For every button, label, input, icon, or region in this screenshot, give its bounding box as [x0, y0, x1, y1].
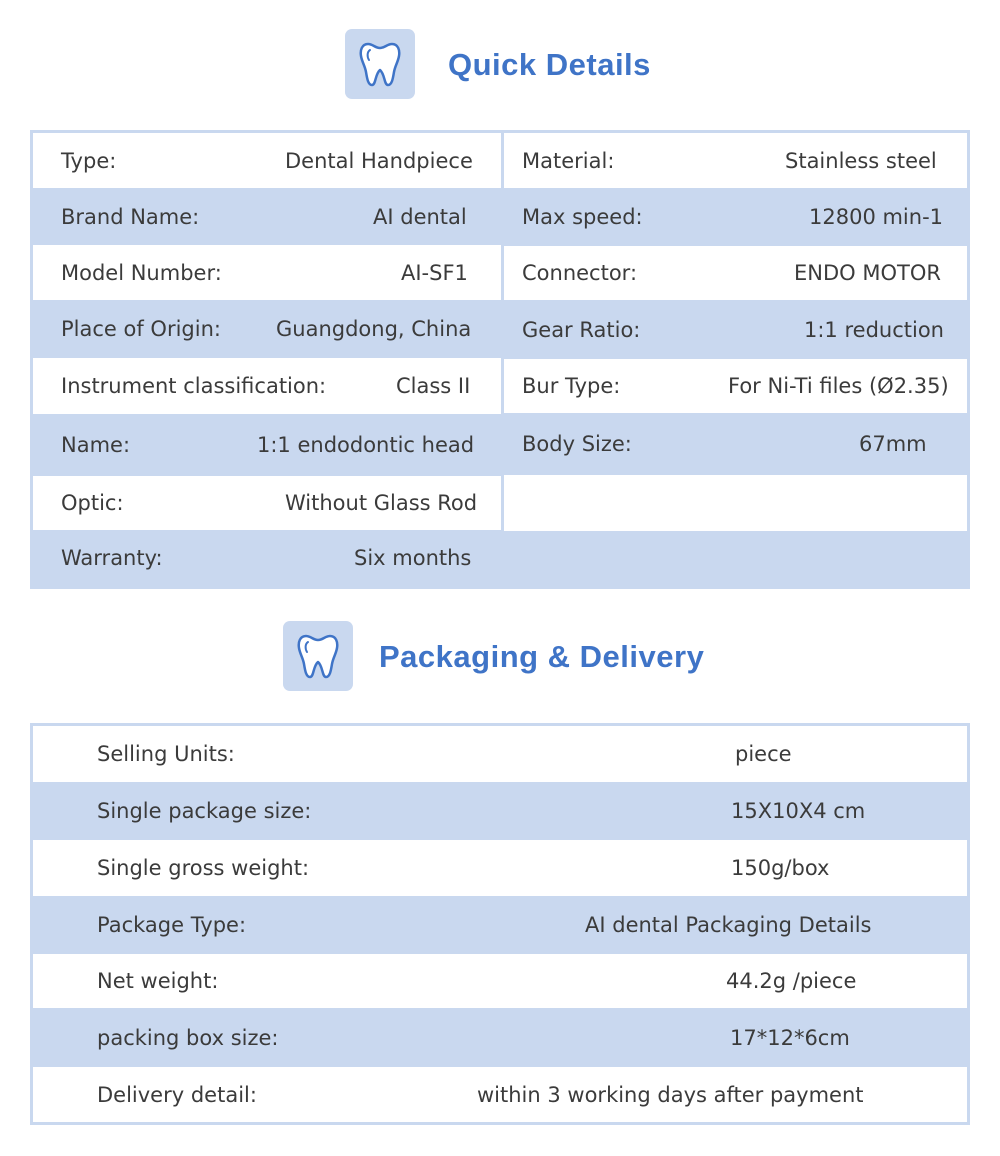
tooth-icon: [283, 621, 353, 691]
table-row: [33, 358, 501, 414]
row-value: 15X10X4 cm: [731, 799, 866, 823]
row-value: Guangdong, China: [276, 317, 472, 341]
table-row: [504, 133, 970, 188]
row-value: within 3 working days after payment: [477, 1082, 864, 1107]
row-value: Dental Handpiece: [285, 148, 473, 173]
table-row: [504, 300, 970, 359]
row-label: Body Size:: [522, 432, 632, 456]
quick-details-left-column: [33, 133, 504, 586]
row-label: Material:: [522, 148, 615, 173]
table-row: [33, 726, 967, 782]
tooth-icon: [345, 29, 415, 99]
row-label: Selling Units:: [97, 742, 235, 766]
row-value: 67mm: [859, 432, 927, 456]
row-value: Six months: [354, 546, 472, 570]
packaging-header: [0, 621, 1000, 693]
table-row: [33, 245, 501, 300]
table-row: [504, 246, 970, 300]
row-label: Type:: [61, 148, 117, 173]
row-value: 1:1 endodontic head: [257, 433, 475, 457]
row-label: Single package size:: [97, 799, 312, 823]
table-row: [33, 530, 501, 586]
row-label: Instrument classification:: [61, 374, 327, 398]
row-label: Optic:: [61, 491, 124, 515]
row-label: Package Type:: [97, 913, 247, 937]
row-value: AI dental: [373, 204, 467, 229]
table-row: [33, 476, 501, 530]
table-row: [33, 188, 501, 245]
row-value: piece: [735, 742, 792, 766]
packaging-table: [30, 723, 970, 1125]
row-label: Brand Name:: [61, 204, 200, 229]
row-label: Max speed:: [522, 205, 643, 229]
row-value: For Ni-Ti files (Ø2.35): [728, 374, 949, 398]
row-value: 12800 min-1: [809, 205, 944, 229]
table-row: [33, 1067, 967, 1122]
table-row-empty: [504, 531, 970, 586]
table-row: [33, 954, 967, 1008]
table-row: [33, 840, 967, 896]
table-row: [33, 896, 967, 954]
row-value: 1:1 reduction: [804, 317, 944, 342]
table-row: [504, 188, 970, 246]
row-value: 44.2g /piece: [726, 969, 857, 993]
table-row: [504, 413, 970, 475]
table-row-empty: [504, 475, 970, 531]
quick-details-right-column: [504, 133, 970, 586]
table-row: [33, 782, 967, 840]
row-label: Net weight:: [97, 969, 219, 993]
table-row: [33, 414, 501, 476]
row-value: Stainless steel: [785, 148, 937, 173]
row-label: Delivery detail:: [97, 1082, 257, 1107]
row-value: Class II: [396, 374, 471, 398]
quick-details-table: [30, 130, 970, 589]
row-label: Single gross weight:: [97, 856, 310, 880]
section-title: Packaging & Delivery: [379, 639, 705, 674]
row-value: ENDO MOTOR: [794, 261, 941, 285]
row-value: 150g/box: [731, 856, 830, 880]
table-row: [33, 133, 501, 188]
row-value: Without Glass Rod: [285, 491, 478, 515]
row-label: Name:: [61, 433, 131, 457]
row-label: Gear Ratio:: [522, 317, 641, 342]
row-value: AI-SF1: [401, 260, 468, 285]
row-label: packing box size:: [97, 1025, 279, 1050]
row-value: 17*12*6cm: [730, 1025, 850, 1050]
row-label: Place of Origin:: [61, 317, 221, 341]
section-title: Quick Details: [448, 47, 651, 82]
quick-details-header: [0, 29, 1000, 101]
row-label: Bur Type:: [522, 374, 621, 398]
row-label: Model Number:: [61, 260, 222, 285]
table-row: [504, 359, 970, 413]
table-row: [33, 300, 501, 358]
row-label: Warranty:: [61, 546, 163, 570]
row-label: Connector:: [522, 261, 638, 285]
row-value: AI dental Packaging Details: [585, 913, 872, 937]
table-row: [33, 1008, 967, 1067]
